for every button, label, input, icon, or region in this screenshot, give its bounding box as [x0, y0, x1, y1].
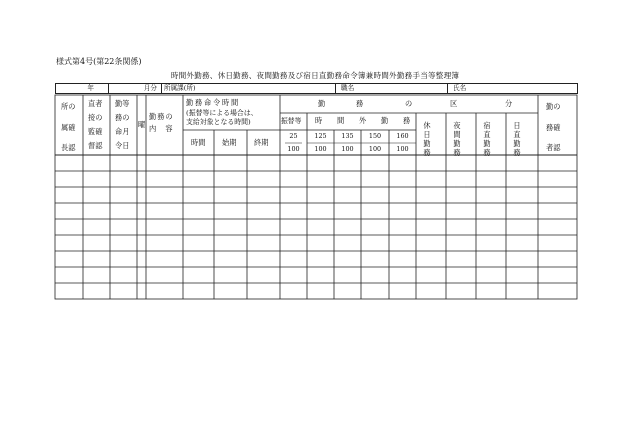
order-date-line-4: 令日 — [115, 141, 130, 150]
division-char-5: 分 — [505, 99, 513, 108]
supervisor-approval-line-2: 接の — [88, 113, 103, 122]
overtime-char-4: 勤 — [381, 116, 389, 125]
work-content-line-1: 勤務の — [149, 112, 174, 121]
chief-approval-line-3: 長認 — [61, 143, 76, 152]
division-char-2: 務 — [356, 99, 364, 108]
division-char-4: 区 — [450, 99, 458, 108]
rate-150-numerator: 150 — [368, 132, 382, 140]
transfer-header: 振替等 — [281, 117, 302, 125]
time-header: 時間 — [191, 138, 206, 147]
order-time-note-2: 支給対象となる時間) — [186, 118, 251, 126]
rate-135-numerator: 135 — [341, 132, 354, 140]
confirmer-line-1: 勤の — [546, 102, 561, 111]
rate-25-denominator: 100 — [287, 145, 300, 153]
chief-approval-line-1: 所の — [61, 102, 76, 111]
overtime-char-5: 務 — [403, 116, 411, 125]
rate-25-numerator: 25 — [289, 132, 298, 140]
month-label: 月分 — [143, 84, 157, 92]
holiday-work-header: 休日勤務 — [423, 121, 437, 157]
rate-125-numerator: 125 — [314, 132, 327, 140]
confirmer-line-2: 務確 — [546, 123, 561, 132]
overtime-char-3: 外 — [359, 116, 367, 125]
order-time-note-1: (振替等による場合は、 — [186, 109, 258, 117]
supervisor-approval-line-1: 直者 — [88, 99, 103, 108]
order-date-line-1: 勤等 — [115, 99, 130, 108]
name-label: 氏名 — [453, 84, 467, 92]
supervisor-approval-line-4: 督認 — [88, 141, 103, 150]
day-duty-header: 日直勤務 — [513, 121, 527, 157]
chief-approval-line-2: 属確 — [61, 123, 76, 132]
order-date-line-2: 務の — [115, 113, 130, 122]
rate-125-denominator: 100 — [314, 145, 327, 153]
end-header: 終期 — [254, 138, 269, 147]
order-time-header: 勤務命令時間 — [186, 98, 240, 107]
supervisor-approval-line-3: 監確 — [88, 127, 103, 136]
rate-160-numerator: 160 — [396, 132, 409, 140]
day-of-week-header: 曜 — [138, 120, 146, 129]
division-char-3: の — [405, 99, 413, 108]
overnight-duty-header: 宿直勤務 — [483, 121, 497, 157]
rate-135-denominator: 100 — [341, 145, 354, 153]
night-work-header: 夜間勤務 — [453, 121, 467, 157]
form-number-label: 様式第4号(第22条関係) — [56, 57, 142, 66]
start-header: 始期 — [222, 138, 237, 147]
overtime-char-1: 時 — [315, 116, 323, 125]
order-date-line-3: 命月 — [115, 127, 130, 136]
position-label: 職名 — [341, 84, 355, 92]
rate-150-denominator: 100 — [368, 145, 382, 153]
register-title: 時間外勤務、休日勤務、夜間勤務及び宿日直勤務命令簿兼時間外勤務手当等整理簿 — [170, 71, 460, 80]
rate-160-denominator: 100 — [396, 145, 409, 153]
work-content-line-2: 内 容 — [149, 124, 174, 133]
department-label: 所属課(所) — [164, 84, 196, 92]
confirmer-line-3: 者認 — [546, 143, 561, 152]
year-label: 年 — [87, 84, 94, 92]
division-char-1: 勤 — [318, 99, 326, 108]
overtime-char-2: 間 — [337, 116, 345, 125]
